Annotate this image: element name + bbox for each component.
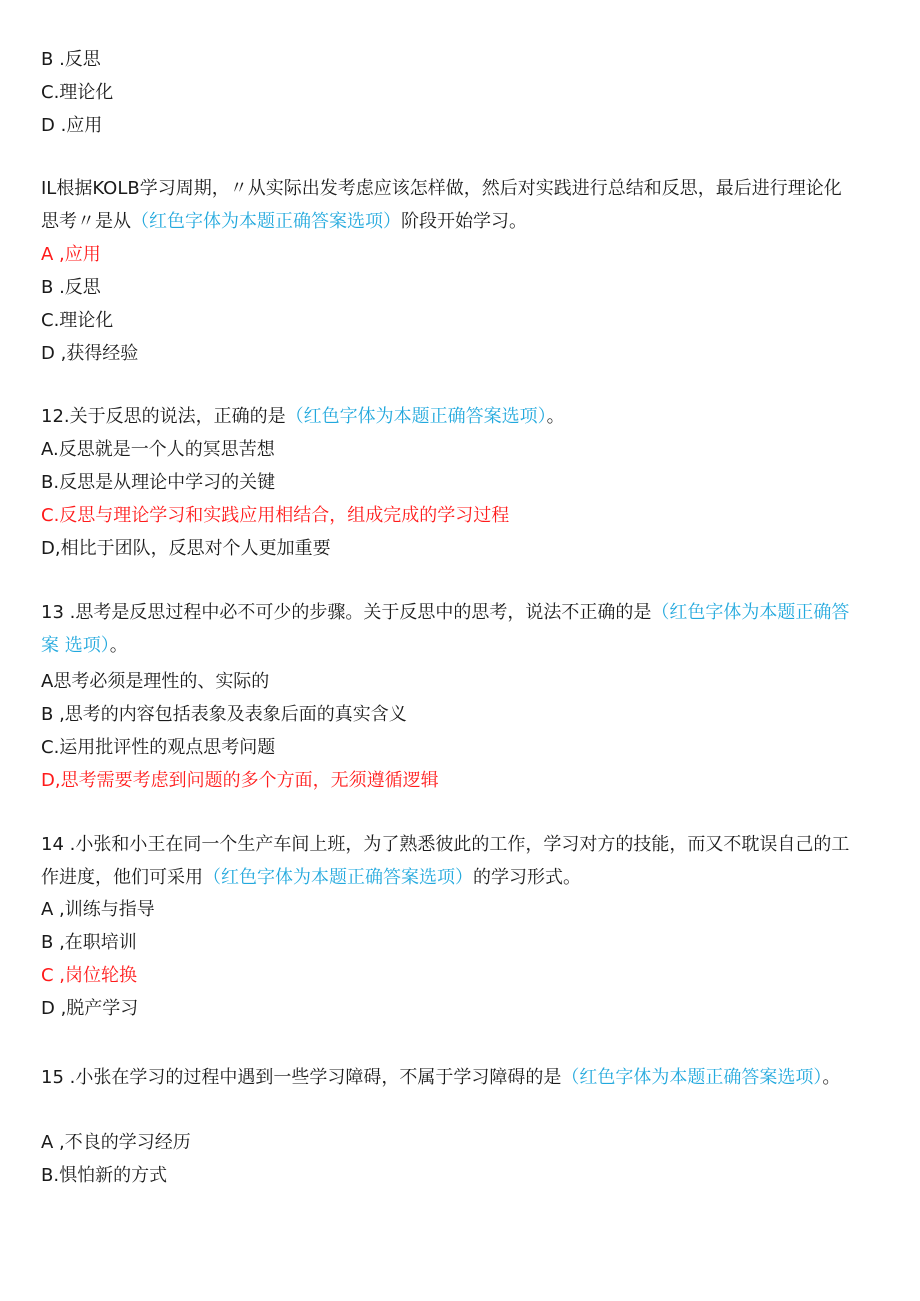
q15-option-b: B.惧怕新的方式 (41, 1165, 168, 1186)
q13-stem-line1 (41, 600, 849, 626)
q10-option-b: B .反思 (41, 49, 101, 70)
q14-option-d: D ,脱产学习 (41, 998, 139, 1019)
q11-hint: （红色字体为本题正确答案选项） (131, 211, 401, 232)
q11-stem-prefix: 思考〃是从 (41, 211, 131, 232)
q14-stem-line1: 14 .小张和小王在同一个生产车间上班，为了熟悉彼此的工作，学习对方的技能，而又不耽误自己的工 (41, 834, 850, 855)
q15-hint: （红色字体为本题正确答案选项） (561, 1067, 823, 1088)
q12-option-c: C.反思与理论学习和实践应用相结合，组成完成的学习过程 (41, 505, 510, 526)
q11-stem-suffix: 阶段开始学习。 (401, 211, 527, 232)
q12-option-b: B.反思是从理论中学习的关键 (41, 472, 276, 493)
q13-option-c: C.运用批评性的观点思考问题 (41, 737, 276, 758)
q12-stem-suffix: 。 (546, 406, 565, 427)
q11-option-a: A ,应用 (41, 244, 101, 265)
q12-hint: （红色字体为本题正确答案选项） (285, 406, 547, 427)
q11-stem-line2 (41, 209, 527, 235)
q15-option-a: A ,不良的学习经历 (41, 1132, 191, 1153)
q10-option-d: D .应用 (41, 115, 103, 136)
q13-stem-prefix: 13 .思考是反思过程中必不可少的步骤。关于反思中的思考，说法不正确的是 (41, 602, 652, 623)
q11-stem-line1: IL根据KOLB学习周期，〃从实际出发考虑应该怎样做，然后对实践进行总结和反思，最后进行理论化 (41, 178, 842, 199)
q13-hint-part1: （红色字体为本题正确答 (651, 602, 850, 623)
q13-stem-line2 (41, 633, 128, 659)
q14-stem-line2 (41, 865, 581, 891)
q10-option-c: C.理论化 (41, 82, 114, 103)
q14-option-b: B ,在职培训 (41, 932, 137, 953)
q11-option-c: C.理论化 (41, 310, 114, 331)
q13-stem-suffix: 。 (109, 635, 128, 656)
q14-option-c: C ,岗位轮换 (41, 965, 138, 986)
q13-option-a: A思考必须是理性的、实际的 (41, 671, 270, 692)
q14-hint: （红色字体为本题正确答案选项） (203, 867, 473, 888)
q15-stem-suffix: 。 (822, 1067, 841, 1088)
q14-option-a: A ,训练与指导 (41, 899, 155, 920)
q12-option-a: A.反思就是一个人的冥思苦想 (41, 439, 275, 460)
q12-stem-prefix: 12.关于反思的说法，正确的是 (41, 406, 286, 427)
q15-stem (41, 1065, 840, 1091)
q11-option-b: B .反思 (41, 277, 101, 298)
q14-stem-suffix: 的学习形式。 (473, 867, 581, 888)
q13-option-d: D,思考需要考虑到问题的多个方面，无须遵循逻辑 (41, 770, 439, 791)
q12-option-d: D,相比于团队，反思对个人更加重要 (41, 538, 331, 559)
q15-stem-prefix: 15 .小张在学习的过程中遇到一些学习障碍，不属于学习障碍的是 (41, 1067, 562, 1088)
q13-hint-part2: 案 选项） (41, 635, 110, 656)
q12-stem (41, 404, 565, 430)
q14-stem-prefix: 作进度，他们可采用 (41, 867, 203, 888)
q13-option-b: B ,思考的内容包括表象及表象后面的真实含义 (41, 704, 407, 725)
q11-option-d: D ,获得经验 (41, 343, 139, 364)
